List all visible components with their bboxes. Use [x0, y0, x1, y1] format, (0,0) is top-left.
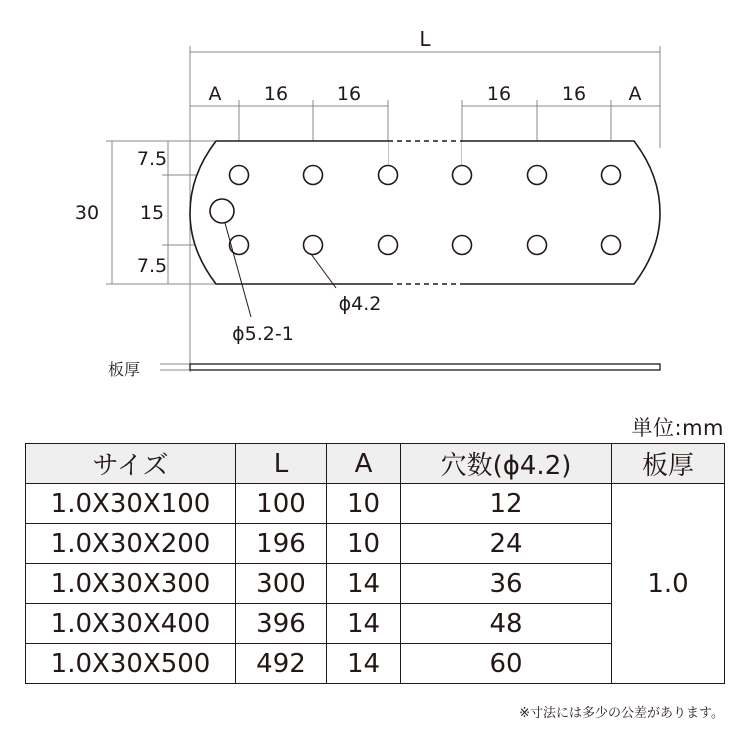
small-hole	[602, 236, 621, 255]
cell-holes: 60	[401, 644, 612, 684]
small-hole	[602, 166, 621, 185]
cell-A: 10	[327, 524, 401, 564]
cell-size: 1.0X30X400	[26, 604, 236, 644]
cell-L: 396	[236, 604, 327, 644]
cell-L: 100	[236, 484, 327, 524]
large-hole	[210, 199, 234, 223]
spec-table	[25, 443, 725, 684]
dim-7-5-bottom-label: 7.5	[136, 255, 168, 277]
table-header-row	[26, 444, 725, 484]
cell-A: 14	[327, 604, 401, 644]
pitch-label: 16	[336, 83, 362, 105]
pitch-label: 16	[486, 83, 512, 105]
cell-holes: 36	[401, 564, 612, 604]
dim-A-right-label: A	[628, 83, 642, 105]
small-hole	[230, 166, 249, 185]
plate-outline	[190, 141, 660, 284]
dim-7-5-top-label: 7.5	[136, 148, 168, 170]
dim-L-label: L	[419, 27, 431, 51]
cell-size: 1.0X30X300	[26, 564, 236, 604]
cell-A: 14	[327, 564, 401, 604]
dim-15-label: 15	[139, 202, 165, 224]
tolerance-note: ※寸法には多少の公差があります。	[519, 706, 724, 721]
cell-L: 492	[236, 644, 327, 684]
small-hole	[528, 166, 547, 185]
small-hole	[453, 236, 472, 255]
cell-holes: 24	[401, 524, 612, 564]
small-hole	[230, 236, 249, 255]
small-hole	[304, 166, 323, 185]
small-hole	[528, 236, 547, 255]
dim-A-left-label: A	[208, 83, 222, 105]
dim-30-label: 30	[74, 202, 100, 224]
plate-side-view	[190, 364, 660, 370]
header-size: サイズ	[26, 444, 236, 484]
cell-holes: 12	[401, 484, 612, 524]
hole-size-label: ϕ4.2	[338, 293, 382, 315]
header-holes: 穴数(ϕ4.2)	[401, 444, 612, 484]
small-hole	[379, 166, 398, 185]
cell-holes: 48	[401, 604, 612, 644]
unit-label: 単位:mm	[631, 416, 724, 440]
cell-thickness: 1.0	[612, 484, 725, 684]
pitch-label: 16	[561, 83, 587, 105]
small-hole	[379, 236, 398, 255]
cell-A: 14	[327, 644, 401, 684]
small-hole	[453, 166, 472, 185]
small-hole	[304, 236, 323, 255]
cell-A: 10	[327, 484, 401, 524]
cell-size: 1.0X30X500	[26, 644, 236, 684]
header-L: L	[236, 444, 327, 484]
large-hole-size-label: ϕ5.2-1	[232, 323, 294, 345]
cell-L: 300	[236, 564, 327, 604]
header-A: A	[327, 444, 401, 484]
cell-size: 1.0X30X200	[26, 524, 236, 564]
table-row	[26, 484, 725, 524]
pitch-label: 16	[263, 83, 289, 105]
plate-break-lines	[388, 141, 462, 284]
cell-size: 1.0X30X100	[26, 484, 236, 524]
header-thickness: 板厚	[612, 444, 725, 484]
thickness-label: 板厚	[107, 360, 141, 379]
cell-L: 196	[236, 524, 327, 564]
